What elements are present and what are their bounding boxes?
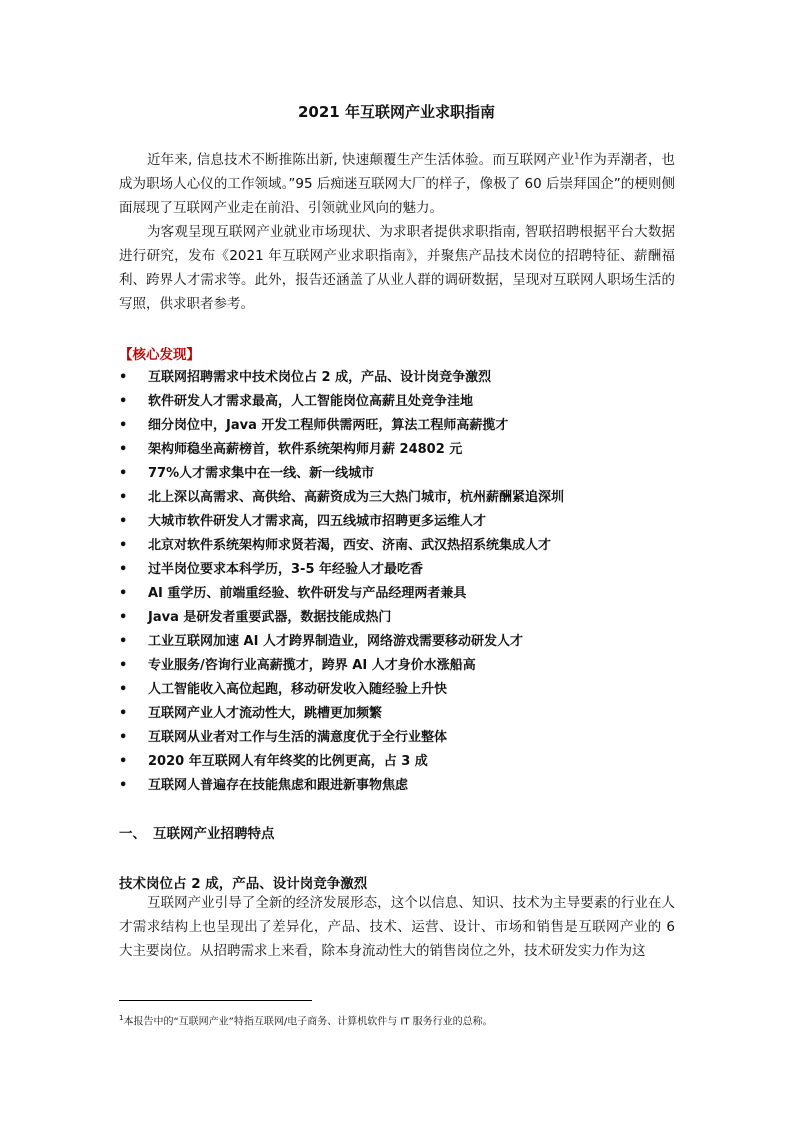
document-title: 2021 年互联网产业求职指南 xyxy=(298,103,495,121)
bullet-icon: • xyxy=(119,370,128,385)
subsection-paragraph: 互联网产业引导了全新的经济发展形态，这个以信息、知识、技术为主导要素的行业在人才需求结构上也呈现出了差异化，产品、技术、运营、设计、市场和销售是互联网产业的 6 大主要岗位。从招聘需求上来看，除本身流动性大的销售岗位之外，技术研发实力作为这 xyxy=(119,895,675,959)
footnote-text: 本报告中的“互联网产业”特指互联网/电子商务、计算机软件与 IT 服务行业的总称。 xyxy=(123,1016,493,1028)
finding-item xyxy=(119,414,564,438)
section-title: 互联网产业招聘特点 xyxy=(153,826,275,842)
bullet-icon: • xyxy=(119,778,128,793)
finding-item xyxy=(119,438,564,462)
bullet-icon: • xyxy=(119,394,128,409)
finding-item xyxy=(119,366,564,390)
footnote xyxy=(119,1011,493,1029)
core-findings-heading: 【核心发现】 xyxy=(119,347,200,363)
finding-item xyxy=(119,606,564,630)
finding-text: AI 重学历、前端重经验、软件研发与产品经理两者兼具 xyxy=(148,586,467,601)
finding-text: 架构师稳坐高薪榜首，软件系统架构师月薪 24802 元 xyxy=(148,442,463,457)
bullet-icon: • xyxy=(119,538,128,553)
finding-item xyxy=(119,678,564,702)
footnote-divider xyxy=(119,1000,312,1001)
finding-item xyxy=(119,486,564,510)
bullet-icon: • xyxy=(119,634,128,649)
finding-item xyxy=(119,582,564,606)
finding-text: 细分岗位中，Java 开发工程师供需两旺，算法工程师高薪揽才 xyxy=(148,418,509,433)
bullet-icon: • xyxy=(119,562,128,577)
finding-text: 北京对软件系统架构师求贤若渴，西安、济南、武汉热招系统集成人才 xyxy=(148,538,552,553)
bullet-icon: • xyxy=(119,586,128,601)
bullet-icon: • xyxy=(119,730,128,745)
finding-text: 过半岗位要求本科学历，3-5 年经验人才最吃香 xyxy=(148,562,424,577)
finding-text: Java 是研发者重要武器，数据技能成热门 xyxy=(148,610,392,625)
finding-text: 专业服务/咨询行业高薪揽才，跨界 AI 人才身价水涨船高 xyxy=(148,658,476,673)
finding-item xyxy=(119,534,564,558)
finding-text: 互联网招聘需求中技术岗位占 2 成，产品、设计岗竞争激烈 xyxy=(148,370,492,385)
intro-paragraph-2: 为客观呈现互联网产业就业市场现状、为求职者提供求职指南, 智联招聘根据平台大数据进行研究，发布《2021 年互联网产业求职指南》，并聚焦产品技术岗位的招聘特征、薪酬福利、跨界人才需求等。此外，报告还涵盖了从业人群的调研数据，呈现对互联网人职场生活的写照，供求职者参考。 xyxy=(119,224,675,312)
finding-text: 互联网从业者对工作与生活的满意度优于全行业整体 xyxy=(148,730,448,745)
section-heading xyxy=(119,822,275,842)
core-findings-list xyxy=(119,366,564,798)
finding-text: 互联网人普遍存在技能焦虑和跟进新事物焦虑 xyxy=(148,778,409,793)
finding-item xyxy=(119,654,564,678)
bullet-icon: • xyxy=(119,442,128,457)
footnote-ref[interactable]: 1 xyxy=(574,151,580,161)
finding-text: 2020 年互联网人有年终奖的比例更高，占 3 成 xyxy=(148,754,428,769)
bullet-icon: • xyxy=(119,754,128,769)
intro-p1-text-b: 作为弄潮者，也成为职场人心仪的工作领域。”95 后痴迷互联网大厂的样子，像极了 60 后崇拜国企”的梗则侧面展现了互联网产业走在前沿、引领就业风向的魅力。 xyxy=(119,152,675,216)
finding-item xyxy=(119,558,564,582)
finding-item xyxy=(119,750,564,774)
finding-item xyxy=(119,726,564,750)
footnote-number: 1 xyxy=(119,1014,124,1022)
finding-text: 互联网产业人才流动性大，跳槽更加频繁 xyxy=(148,706,383,721)
finding-item xyxy=(119,510,564,534)
bullet-icon: • xyxy=(119,466,128,481)
bullet-icon: • xyxy=(119,610,128,625)
finding-text: 软件研发人才需求最高，人工智能岗位高薪且处竞争洼地 xyxy=(148,394,474,409)
bullet-icon: • xyxy=(119,706,128,721)
bullet-icon: • xyxy=(119,658,128,673)
bullet-icon: • xyxy=(119,514,128,529)
finding-item xyxy=(119,702,564,726)
finding-item xyxy=(119,630,564,654)
bullet-icon: • xyxy=(119,490,128,505)
finding-text: 工业互联网加速 AI 人才跨界制造业，网络游戏需要移动研发人才 xyxy=(148,634,523,649)
subsection-heading: 技术岗位占 2 成，产品、设计岗竞争激烈 xyxy=(119,876,368,892)
intro-p1-text-a: 近年来, 信息技术不断推陈出新, 快速颠覆生产生活体验。而互联网产业 xyxy=(147,152,575,168)
finding-text: 人工智能收入高位起跑，移动研发收入随经验上升快 xyxy=(148,682,448,697)
finding-item xyxy=(119,462,564,486)
finding-text: 北上深以高需求、高供给、高薪资成为三大热门城市，杭州薪酬紧追深圳 xyxy=(148,490,565,505)
section-number: 一、 xyxy=(119,826,146,842)
bullet-icon: • xyxy=(119,682,128,697)
finding-text: 77%人才需求集中在一线、新一线城市 xyxy=(148,466,375,481)
bullet-icon: • xyxy=(119,418,128,433)
intro-paragraph-1 xyxy=(119,148,675,220)
finding-item xyxy=(119,390,564,414)
finding-item xyxy=(119,774,564,798)
finding-text: 大城市软件研发人才需求高，四五线城市招聘更多运维人才 xyxy=(148,514,487,529)
